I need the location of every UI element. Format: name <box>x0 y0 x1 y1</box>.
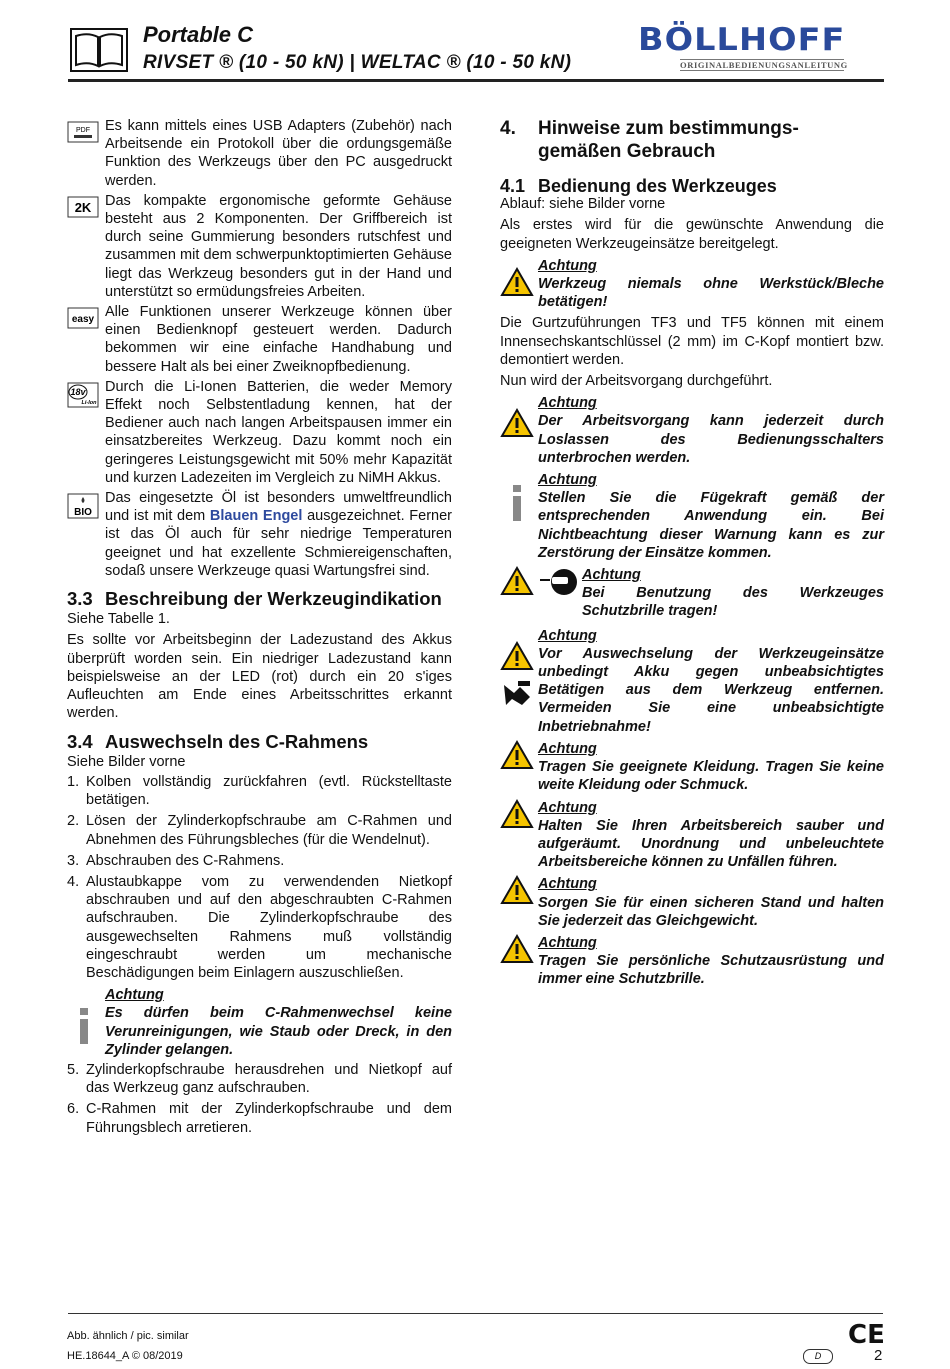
list-item: 6. C-Rahmen mit der Zylinderkopfschraube und dem Führungsblech arretieren. <box>67 1101 452 1136</box>
section-4-1-p2: Die Gurtzuführungen TF3 und TF5 können mit einem Innensechskantschlüssel (2 mm) im C-Kopf montiert bzw. demontiert werden. <box>500 315 884 368</box>
feature-text: Es kann mittels eines USB Adapters (Zubehör) nach Arbeitsende ein Protokoll über die ordungsgemäße Funktion des Werkzeugs über den PC ausgedruckt werden. <box>105 118 452 189</box>
warning-block: Achtung Vor Auswechselung der Werkzeugeinsätze unbedingt Akku gegen unbeabsichtigtes Betätigen aus dem Werkzeug entfernen. Vermeiden Sie eine unbeabsichtigte Inbetriebnahme! <box>500 627 884 736</box>
section-3-4-lead: Siehe Bilder vorne <box>67 753 186 770</box>
warning-block: Achtung Sorgen Sie für einen sicheren Stand und halten Sie jederzeit das Gleichgewicht. <box>500 875 884 930</box>
footer-note: Abb. ähnlich / pic. similar <box>67 1330 189 1342</box>
section-3-4-heading: 3.4 Auswechseln des C-Rahmens <box>67 730 369 752</box>
svg-text:PDF: PDF <box>76 127 90 134</box>
svg-text:easy: easy <box>71 314 95 326</box>
bio-oil-icon <box>67 493 99 519</box>
warning-triangle-icon <box>500 267 534 297</box>
warning-block: Achtung Tragen Sie persönliche Schutzausrüstung und immer eine Schutzbrille. <box>500 934 884 989</box>
brand-logo: BÖLLHOFF <box>638 22 846 58</box>
two-component-icon <box>67 196 99 218</box>
brand-subtitle: ORIGINALBEDIENUNGSANLEITUNG <box>680 60 848 70</box>
feature-text: Durch die Li-Ionen Batterien, die weder Memory Effekt noch Selbstentladung kennen, hat der Bediener auch nach langen Arbeitspausen immer ein einsatzbereites Werkzeug. Dazu kommt noch ein geringeres Leistungsgewicht mit 50% mehr Kapazität und kurzen Ladezeiten im Vergleich zu NiMH Akkus. <box>105 378 452 486</box>
warning-triangle-icon <box>500 875 534 905</box>
info-icon <box>512 485 522 521</box>
page-number: 2 <box>874 1347 883 1364</box>
svg-text:18v: 18v <box>70 386 86 397</box>
hand-crush-icon <box>500 677 534 711</box>
feature-text: Das kompakte ergonomische geformte Gehäuse besteht aus 2 Komponenten. Der Griffbereich ist durch seine Gummierung besonders rutschfest und zusammen mit dem schwerpunktoptimierten Gehäuse liegt das Werkzeug besonders gut in der Hand und unterstützt so ermüdungsfreies Arbeiten. <box>105 192 452 300</box>
list-item: 4. Alustaubkappe vom zu verwendenden Nietkopf abschrauben und auf den abgeschraubten C-Rahmen aufschrauben. Die Zylinderkopfschraube des ausgewechselten Rahmens muß vollständig eingeschraubt werden um mechanische Beschädigungen beim Einlagern auszuschließen. <box>67 873 452 981</box>
language-badge: D <box>803 1349 833 1364</box>
warning-triangle-icon <box>500 408 534 438</box>
warning-triangle-icon <box>500 799 534 829</box>
section-3-3-text: Es sollte vor Arbeitsbeginn der Ladezustand des Akkus überprüft worden sein. Ein niedriger Ladezustand kann beispielsweise an der LED (rot) durch ein 20 s'iges Aufleuchten am Ende eines Arbeitsschrittes erkannt werden. <box>67 632 452 722</box>
steps-list-a <box>67 773 452 982</box>
left-column <box>67 117 452 1140</box>
warning-text: Es dürfen beim C-Rahmenwechsel keine Verunreinigungen, wie Staub oder Dreck, in den Zylinder gelangen. <box>105 1005 452 1058</box>
list-item: 1. Kolben vollständig zurückfahren (evtl. Rückstelltaste betätigen. <box>67 773 452 809</box>
feature-text-a: Das eingesetzte Öl ist besonders umweltfreundlich und ist mit dem <box>105 490 452 525</box>
feature-battery <box>67 378 452 487</box>
feature-2k <box>67 192 452 301</box>
manual-book-icon <box>70 28 128 72</box>
header-rule <box>68 79 884 82</box>
section-3-3-heading: 3.3 Beschreibung der Werkzeugindikation <box>67 588 442 610</box>
blauer-engel-link: Blauen Engel <box>209 508 303 525</box>
feature-text: Alle Funktionen unserer Werkzeuge können über einen Bedienknopf gesteuert werden. Dadurch bekommen wir eine einfache Handhabung und bessere Halt als bei einer Zweiknopfbedienung. <box>105 304 452 375</box>
pdf-icon <box>67 121 99 143</box>
section-4-1-heading: 4.1 Bedienung des Werkzeuges <box>500 176 777 196</box>
svg-text:2K: 2K <box>74 199 92 215</box>
feature-bio <box>67 489 452 580</box>
warning-block: Achtung Halten Sie Ihren Arbeitsbereich sauber und aufgeräumt. Unordnung und unbeleuchtete Arbeitsbereiche können zu Unfällen führen. <box>500 799 884 872</box>
warning-triangle-icon <box>500 566 534 596</box>
warning-block: Achtung Tragen Sie geeignete Kleidung. Tragen Sie keine weite Kleidung oder Schmuck. <box>500 740 884 795</box>
list-item: 5. Zylinderkopfschraube herausdrehen und Nietkopf auf das Werkzeug ganz aufschrauben. <box>67 1061 452 1097</box>
easy-icon <box>67 307 99 329</box>
list-item: 3. Abschrauben des C-Rahmens. <box>67 852 285 869</box>
warning-triangle-icon <box>500 934 534 964</box>
warning-label: Achtung <box>105 987 164 1004</box>
feature-text-b: ausgezeichnet. Ferner ist das Öl auch für sehr niedrige Temperaturen geeignet und hat exzellente Schmiereigenschaften, sodaß unsere Werkzeuge quasi Wartungsfrei sind. <box>105 508 452 579</box>
battery-18v-icon <box>67 382 99 408</box>
warning-block: Achtung Bei Benutzung des Werkzeuges Schutzbrille tragen! <box>500 566 884 621</box>
warning-triangle-icon <box>500 740 534 770</box>
ce-mark: CE <box>848 1320 885 1350</box>
svg-text:BIO: BIO <box>74 507 92 519</box>
right-column <box>500 117 884 989</box>
section-4-1-lead: Ablauf: siehe Bilder vorne <box>500 196 666 213</box>
warning-triangle-icon <box>500 641 534 671</box>
doc-subtitle: RIVSET ® (10 - 50 kN) | WELTAC ® (10 - 50 kN) <box>143 52 572 73</box>
warning-block: Achtung Stellen Sie die Fügekraft gemäß der entsprechenden Anwendung ein. Bei Nichtbeachtung dieser Warnung kann es zur Zerstörung der Einsätze kommen. <box>500 471 884 562</box>
section-4-1-p1: Als erstes wird für die gewünschte Anwendung die geeigneten Werkzeugeinsätze bereitgelegt. <box>500 217 884 252</box>
safety-goggles-icon <box>538 566 578 598</box>
section-3-3-lead: Siehe Tabelle 1. <box>67 611 170 628</box>
warning-block: Achtung Werkzeug niemals ohne Werkstück/Bleche betätigen! <box>500 257 884 312</box>
list-item: 2. Lösen der Zylinderkopfschraube am C-Rahmen und Abnehmen des Führungsbleches (für die Wendelnut). <box>67 813 452 848</box>
footer-doc-id: HE.18644_A © 08/2019 <box>67 1350 183 1362</box>
svg-text:Li-Ion: Li-Ion <box>81 399 97 406</box>
feature-easy <box>67 303 452 376</box>
footer-rule <box>68 1313 883 1314</box>
warning-block: Achtung Der Arbeitsvorgang kann jederzeit durch Loslassen des Bedienungsschalters unterbrochen werden. <box>500 394 884 467</box>
section-4-heading: 4. Hinweise zum bestimmungs- gemäßen Gebrauch <box>500 118 799 162</box>
warning-c-frame <box>67 986 452 1059</box>
doc-title: Portable C <box>143 22 254 47</box>
info-icon <box>79 1008 89 1044</box>
steps-list-b <box>67 1061 452 1137</box>
section-4-1-p3: Nun wird der Arbeitsvorgang durchgeführt. <box>500 373 773 390</box>
feature-pdf <box>67 117 452 190</box>
